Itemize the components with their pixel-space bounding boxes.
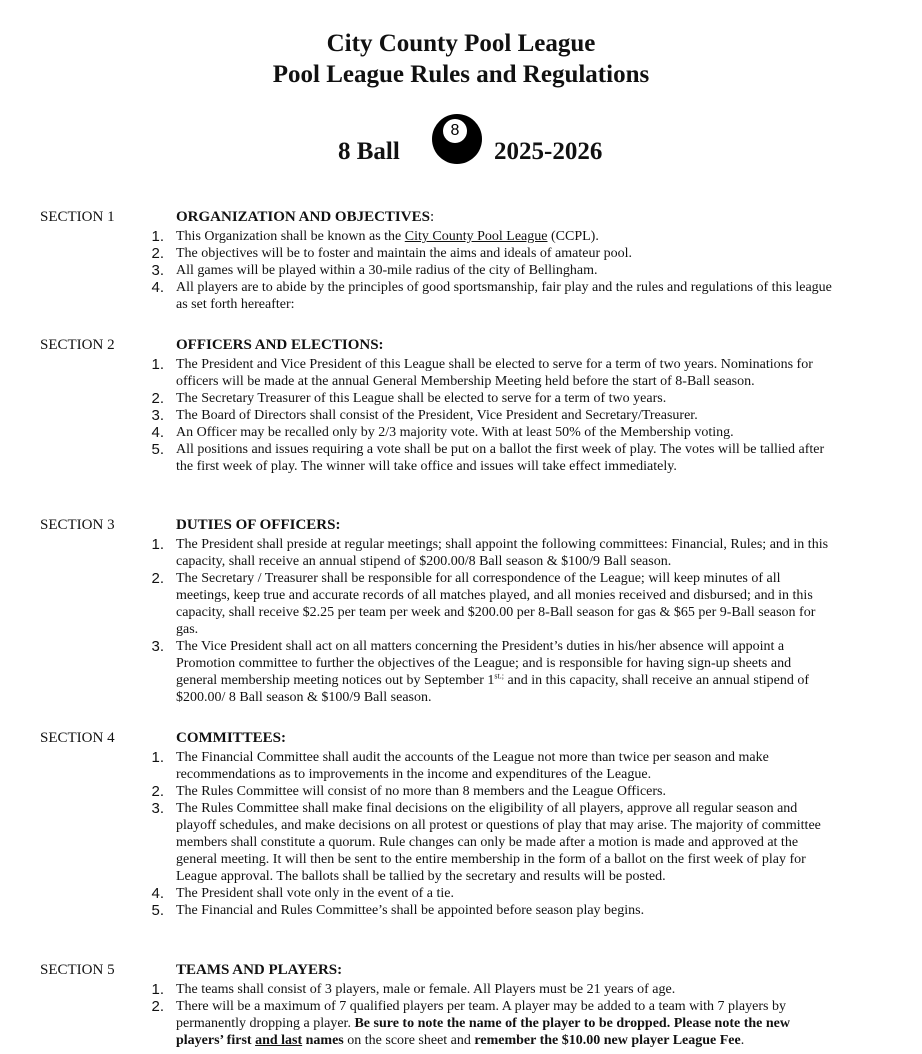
document-title: City County Pool League	[326, 30, 596, 57]
rule-item	[0, 356, 922, 390]
league-name-link: City County Pool League	[404, 229, 548, 244]
rule-list	[0, 749, 922, 919]
game-type: 8 Ball	[338, 138, 400, 165]
rule-item	[0, 262, 922, 279]
rule-item	[0, 228, 922, 245]
rule-list	[0, 981, 922, 1049]
rule-text: The teams shall consist of 3 players, male or female. All Players must be 21 years of age.	[176, 982, 676, 997]
rule-number: 1.	[151, 749, 164, 766]
rule-number: 2.	[151, 998, 164, 1015]
rule-number: 3.	[151, 638, 164, 655]
rule-item	[0, 390, 922, 407]
section-heading: TEAMS AND PLAYERS:	[176, 962, 343, 978]
rule-text: The Rules Committee shall make final decisions on the eligibility of all players, approve all regular season and playoff schedules, and make decisions on all protest or questions of play that may arise. The majority of committee members shall constitute a quorum. Rule changes can only be made after a motion is made and approved at the general meeting. It will then be sent to the entire membership in the form of a ballot on the first week of play for League approval. The ballots shall be tallied by the secretary and results will be posted.	[176, 801, 821, 884]
rule-text: The Vice President shall act on all matters concerning the President’s duties in his/her absence will appoint a Promotion committee to further the objectives of the League; and is responsible for having sign-up sheets and general membership meeting notices out by September $1^{st.;}$ and in this capacity, shall receive an annual stipend of $200.00/ 8 Ball season & $100/9 Ball season.	[176, 639, 810, 705]
rule-number: 4.	[151, 885, 164, 902]
rule-text: All positions and issues requiring a vote shall be put on a ballot the first week of play. The votes will be tallied after the first week of play. The winner will take office and issues will take effect immediately.	[176, 442, 825, 474]
rule-text: The Secretary Treasurer of this League shall be elected to serve for a term of two years.	[176, 391, 667, 406]
rule-item	[0, 570, 922, 638]
rule-text: The Board of Directors shall consist of the President, Vice President and Secretary/Treasurer.	[176, 408, 698, 423]
season-years: 2025-2026	[494, 138, 603, 165]
section-label: SECTION 3	[40, 517, 115, 533]
rule-text: The President and Vice President of this League shall be elected to serve for a term of two years. Nominations for officers will be made at the annual General Membership Meeting held before the start of 8-Ball season.	[176, 357, 813, 389]
rule-text: An Officer may be recalled only by 2/3 majority vote. With at least 50% of the Membership voting.	[176, 425, 734, 440]
rule-number: 5.	[151, 441, 164, 458]
rule-text: The Secretary / Treasurer shall be responsible for all correspondence of the League; will keep minutes of all meetings, keep true and accurate records of all matches played, and all monies received and disbursed; and in this capacity, shall receive $2.25 per team per week and $200.00 per 8-Ball season for gas & $65 per 9-Ball season for gas.	[176, 571, 816, 637]
rule-list	[0, 536, 922, 706]
ordinal-superscript: st.;	[494, 671, 504, 681]
section-heading: OFFICERS AND ELECTIONS:	[176, 337, 384, 353]
rule-item	[0, 638, 922, 706]
rule-text: This Organization shall be known as the City County Pool League (CCPL).	[176, 229, 599, 244]
rule-number: 3.	[151, 800, 164, 817]
rule-item	[0, 407, 922, 424]
rule-item	[0, 800, 922, 885]
rule-text: The President shall preside at regular meetings; shall appoint the following committees: Financial, Rules; and in this capacity, shall receive an annual stipend of $200.00/8 Ball season & $100/9 Ball season.	[176, 537, 829, 569]
section-heading: ORGANIZATION AND OBJECTIVES:	[176, 209, 435, 225]
rule-text: The objectives will be to foster and maintain the aims and ideals of amateur pool.	[176, 246, 633, 261]
section-label: SECTION 5	[40, 962, 115, 978]
rule-text: All games will be played within a 30-mile radius of the city of Bellingham.	[176, 263, 598, 278]
rule-item	[0, 245, 922, 262]
rule-number: 2.	[151, 570, 164, 587]
rule-number: 1.	[151, 356, 164, 373]
section-heading: COMMITTEES:	[176, 730, 287, 746]
rule-number: 1.	[151, 228, 164, 245]
rule-number: 3.	[151, 262, 164, 279]
document-subtitle: Pool League Rules and Regulations	[272, 61, 650, 88]
rule-number: 2.	[151, 245, 164, 262]
section-label: SECTION 4	[40, 730, 115, 746]
rule-item	[0, 424, 922, 441]
rule-number: 1.	[151, 536, 164, 553]
rule-text: The Financial Committee shall audit the accounts of the League not more than twice per season and make recommendations as to improvements in the income and expenditures of the League.	[176, 750, 769, 782]
rule-item	[0, 536, 922, 570]
rule-item	[0, 441, 922, 475]
rule-item	[0, 981, 922, 998]
rule-number: 5.	[151, 902, 164, 919]
rule-text: The Financial and Rules Committee’s shall be appointed before season play begins.	[176, 903, 645, 918]
rule-item	[0, 902, 922, 919]
rule-list	[0, 228, 922, 313]
rule-text: All players are to abide by the principles of good sportsmanship, fair play and the rules and regulations of this league as set forth hereafter:	[176, 280, 832, 312]
rule-number: 3.	[151, 407, 164, 424]
rule-list	[0, 356, 922, 475]
rule-text: The Rules Committee will consist of no more than 8 members and the League Officers.	[176, 784, 667, 799]
rule-number: 4.	[151, 424, 164, 441]
rule-number: 4.	[151, 279, 164, 296]
rule-number: 2.	[151, 390, 164, 407]
section-label: SECTION 2	[40, 337, 115, 353]
rule-item	[0, 885, 922, 902]
eight-ball-icon	[432, 114, 482, 164]
rule-item	[0, 783, 922, 800]
rule-number: 2.	[151, 783, 164, 800]
rule-text: There will be a maximum of 7 qualified players per team. A player may be added to a team with 7 players by permanently dropping a player. Be sure to note the name of the player to be dropped. Please note the new players’ first and last names on the score sheet and remember the $10.00 new player League Fee.	[176, 999, 790, 1048]
rule-number: 1.	[151, 981, 164, 998]
rule-item	[0, 279, 922, 313]
section-label: SECTION 1	[40, 209, 115, 225]
rule-item	[0, 998, 922, 1049]
section-heading: DUTIES OF OFFICERS:	[176, 517, 341, 533]
rule-text: The President shall vote only in the event of a tie.	[176, 886, 454, 901]
rule-item	[0, 749, 922, 783]
ball-number: 8	[443, 119, 467, 143]
